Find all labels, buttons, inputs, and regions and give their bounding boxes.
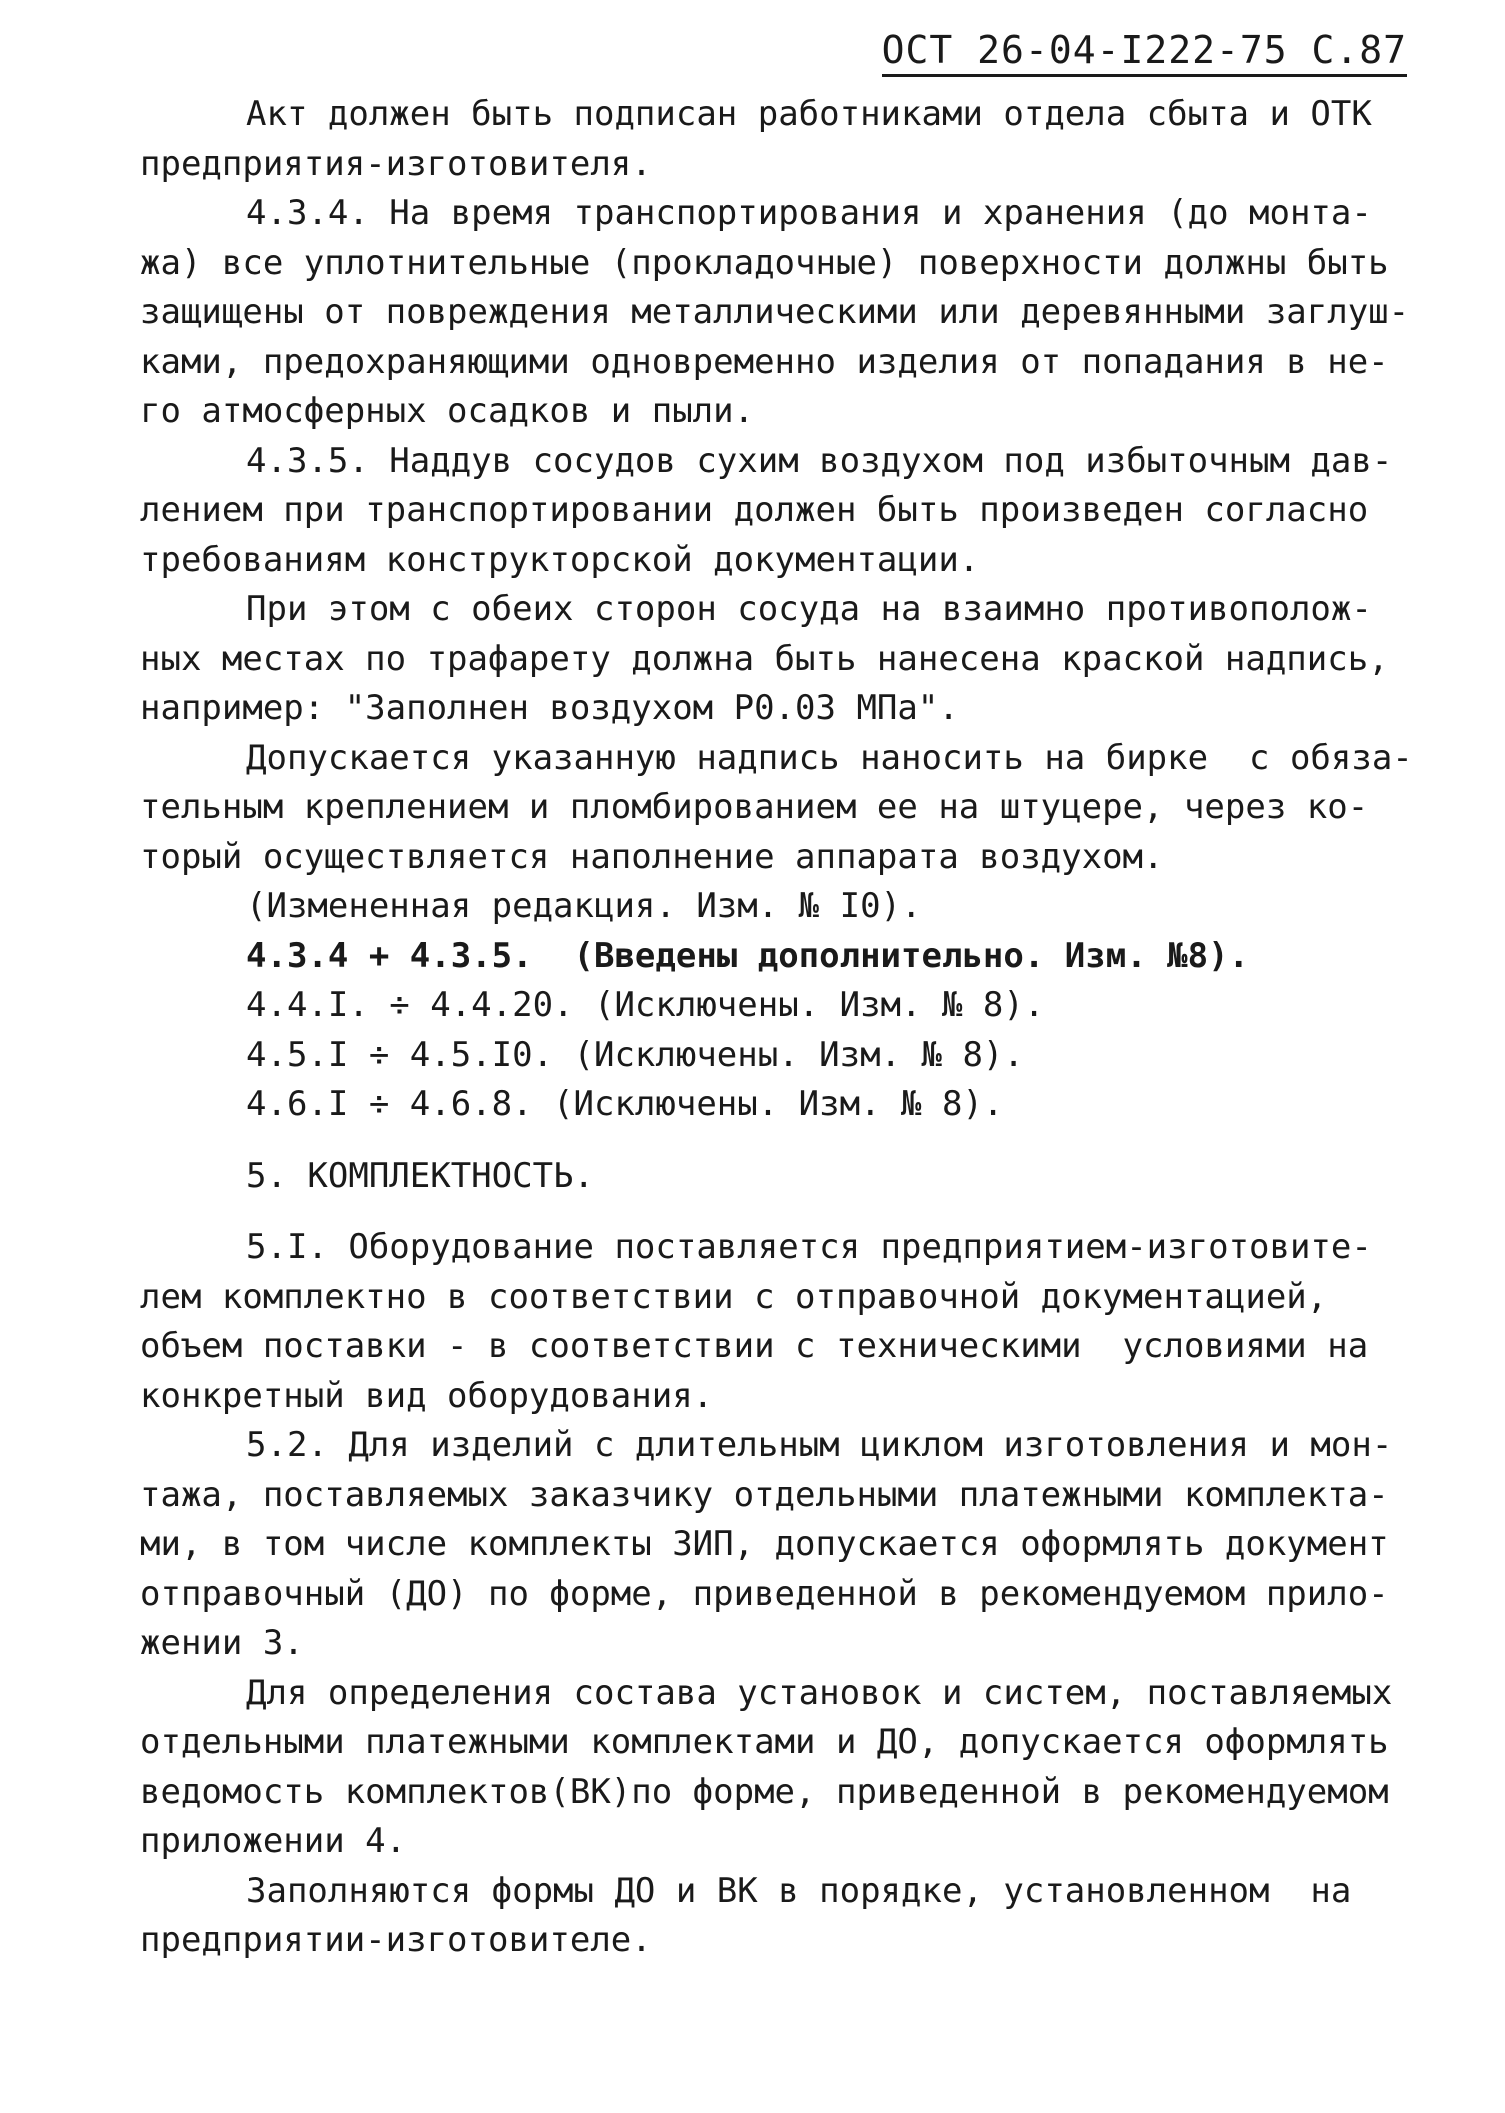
text-line: объем поставки - в соответствии с техническими условиями на bbox=[140, 1326, 1369, 1366]
text-line: Заполняются формы ДО и ВК в порядке, установленном на bbox=[246, 1870, 1352, 1911]
document-body bbox=[140, 90, 1420, 1966]
paragraph-gap bbox=[140, 1130, 1420, 1152]
text-line: (Измененная редакция. Изм. № I0). bbox=[246, 886, 922, 926]
text-line: 4.3.4. На время транспортирования и хранения (до монта- bbox=[246, 193, 1372, 233]
document-header: ОСТ 26-04-I222-75 С.87 bbox=[882, 28, 1407, 77]
text-line: требованиям конструкторской документации. bbox=[140, 539, 980, 580]
text-line: Допускается указанную надпись наносить на бирке с обяза- bbox=[246, 737, 1413, 778]
text-line: отправочный (ДО) по форме, приведенной в рекомендуемом прило- bbox=[140, 1573, 1389, 1614]
text-line: го атмосферных осадков и пыли. bbox=[140, 391, 755, 431]
text-line: лением при транспортировании должен быть произведен согласно bbox=[140, 490, 1369, 530]
text-line: приложении 4. bbox=[140, 1821, 407, 1861]
text-line: 5.I. Оборудование поставляется предприятием-изготовите- bbox=[246, 1227, 1372, 1267]
text-line: 4.5.I ÷ 4.5.I0. (Исключены. Изм. № 8). bbox=[246, 1034, 1024, 1075]
text-line: тельным креплением и пломбированием ее на штуцере, через ко- bbox=[140, 787, 1369, 827]
text-line: защищены от повреждения металлическими или деревянными заглуш- bbox=[140, 292, 1410, 332]
text-line: ведомость комплектов(ВК)по форме, приведенной в рекомендуемом bbox=[140, 1771, 1389, 1812]
text-line: предприятия-изготовителя. bbox=[140, 143, 652, 184]
text-line: 5. КОМПЛЕКТНОСТЬ. bbox=[246, 1155, 594, 1196]
text-line: жа) все уплотнительные (прокладочные) поверхности должны быть bbox=[140, 242, 1389, 283]
text-line: лем комплектно в соответствии с отправочной документацией, bbox=[140, 1276, 1328, 1317]
text-line: жении 3. bbox=[140, 1623, 304, 1663]
text-line: торый осуществляется наполнение аппарата воздухом. bbox=[140, 836, 1164, 877]
text-line: Акт должен быть подписан работниками отдела сбыта и ОТК bbox=[246, 94, 1372, 134]
text-line: ками, предохраняющими одновременно изделия от попадания в не- bbox=[140, 341, 1389, 382]
text-line: 4.4.I. ÷ 4.4.20. (Исключены. Изм. № 8). bbox=[246, 985, 1045, 1025]
text-line: 4.3.4 + 4.3.5. (Введены дополнительно. Изм. №8). bbox=[246, 935, 1250, 976]
text-line: конкретный вид оборудования. bbox=[140, 1375, 714, 1416]
text-line: 5.2. Для изделий с длительным циклом изготовления и мон- bbox=[246, 1425, 1393, 1465]
text-line: тажа, поставляемых заказчику отдельными платежными комплекта- bbox=[140, 1474, 1389, 1515]
text-line: например: "Заполнен воздухом Р0.03 МПа". bbox=[140, 688, 959, 728]
paragraph-gap bbox=[140, 1201, 1420, 1223]
text-line: 4.6.I ÷ 4.6.8. (Исключены. Изм. № 8). bbox=[246, 1084, 1004, 1124]
text-line: ми, в том числе комплекты ЗИП, допускается оформлять документ bbox=[140, 1524, 1389, 1564]
text-line: отдельными платежными комплектами и ДО, допускается оформлять bbox=[140, 1722, 1389, 1762]
text-line: При этом с обеих сторон сосуда на взаимно противополож- bbox=[246, 589, 1372, 629]
text-line: ных местах по трафарету должна быть нанесена краской надпись, bbox=[140, 638, 1389, 679]
text-line: Для определения состава установок и систем, поставляемых bbox=[246, 1672, 1393, 1713]
text-line: предприятии-изготовителе. bbox=[140, 1920, 652, 1960]
text-line: 4.3.5. Наддув сосудов сухим воздухом под избыточным дав- bbox=[246, 440, 1393, 481]
